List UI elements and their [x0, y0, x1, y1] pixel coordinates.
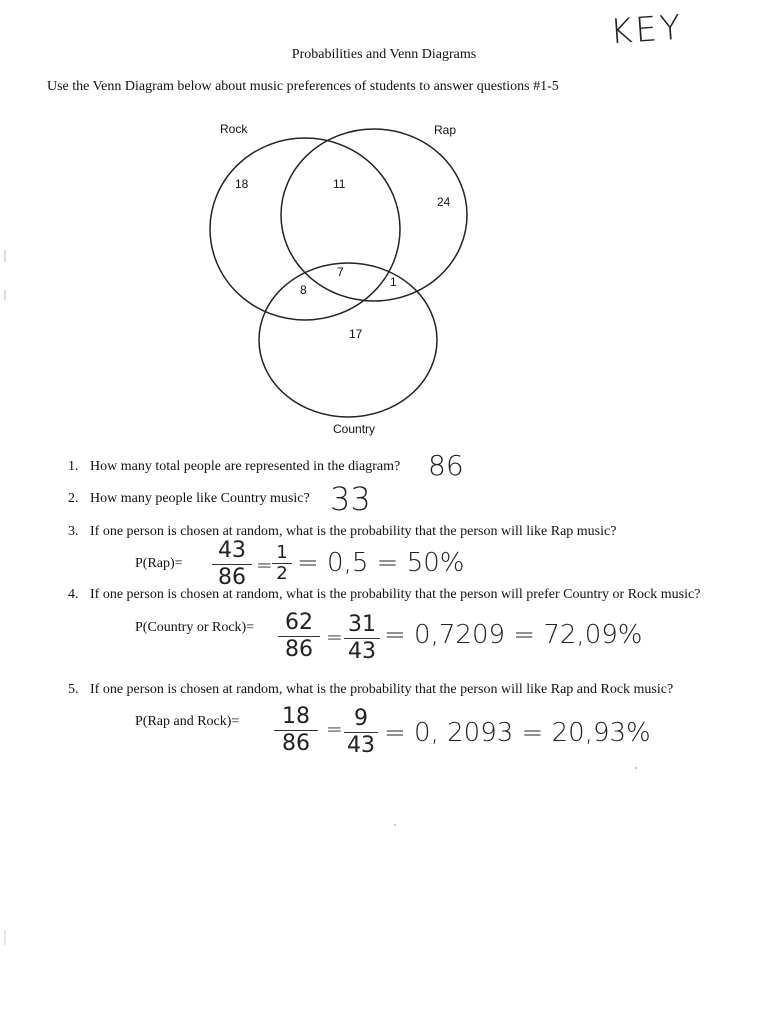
country-label: Country	[333, 422, 376, 436]
question-3-equals-1: =	[256, 553, 273, 577]
region-rap-only: 24	[437, 195, 451, 209]
question-2-number: 2.	[68, 491, 79, 506]
question-3-result: = 0,5 = 50%	[297, 548, 465, 578]
question-3-fraction-2-denominator: 2	[276, 563, 288, 584]
region-all-three: 7	[337, 265, 344, 279]
question-1-number: 1.	[68, 459, 79, 474]
rap-label: Rap	[434, 123, 457, 137]
question-4-fraction-2-numerator: 31	[348, 612, 376, 637]
answer-key-mark: KEY	[608, 7, 685, 53]
region-rap-country: 1	[390, 275, 397, 289]
question-1-answer: 86	[428, 449, 464, 482]
question-3-fraction-2-numerator: 1	[276, 542, 288, 563]
question-4-result: = 0,7209 = 72,09%	[384, 620, 643, 650]
question-4-fraction-1-numerator: 62	[285, 610, 313, 635]
page-title: Probabilities and Venn Diagrams	[291, 47, 477, 62]
question-1-text: How many total people are represented in the diagram?	[90, 459, 401, 474]
question-3-fraction-1-numerator: 43	[218, 538, 246, 563]
question-5-equals-1: =	[326, 717, 343, 741]
question-3-prob-label: P(Rap)=	[135, 556, 183, 571]
question-5-number: 5.	[68, 682, 79, 697]
question-3-number: 3.	[68, 524, 79, 539]
question-5-result: = 0, 2093 = 20,93%	[384, 718, 651, 748]
region-rock-only: 18	[235, 177, 249, 191]
question-5-text: If one person is chosen at random, what is the probability that the person will like Rap and Rock music?	[90, 682, 674, 697]
scan-speck	[394, 824, 396, 826]
instructions: Use the Venn Diagram below about music preferences of students to answer questions #1-5	[47, 79, 559, 94]
rock-label: Rock	[220, 122, 248, 136]
question-5-prob-label: P(Rap and Rock)=	[135, 714, 240, 729]
question-4-text: If one person is chosen at random, what is the probability that the person will prefer Country or Rock music?	[90, 587, 701, 602]
question-4-prob-label: P(Country or Rock)=	[135, 620, 255, 635]
question-4-equals-1: =	[326, 625, 343, 649]
question-5-fraction-2-denominator: 43	[347, 733, 375, 758]
question-3-text: If one person is chosen at random, what is the probability that the person will like Rap music?	[90, 524, 617, 539]
question-3-fraction-1-denominator: 86	[218, 565, 246, 590]
region-rock-rap: 11	[333, 177, 346, 191]
question-5-fraction-1-denominator: 86	[282, 731, 310, 756]
question-5-fraction-2-numerator: 9	[354, 706, 368, 731]
region-country-only: 17	[349, 327, 363, 341]
question-4-fraction-1-denominator: 86	[285, 637, 313, 662]
question-4-number: 4.	[68, 587, 79, 602]
question-2-text: How many people like Country music?	[90, 491, 310, 506]
question-5-fraction-1-numerator: 18	[282, 704, 310, 729]
question-4-fraction-2-denominator: 43	[348, 639, 376, 664]
region-rock-country: 8	[300, 283, 307, 297]
question-2-answer: 33	[330, 480, 371, 518]
scan-speck	[635, 767, 637, 769]
